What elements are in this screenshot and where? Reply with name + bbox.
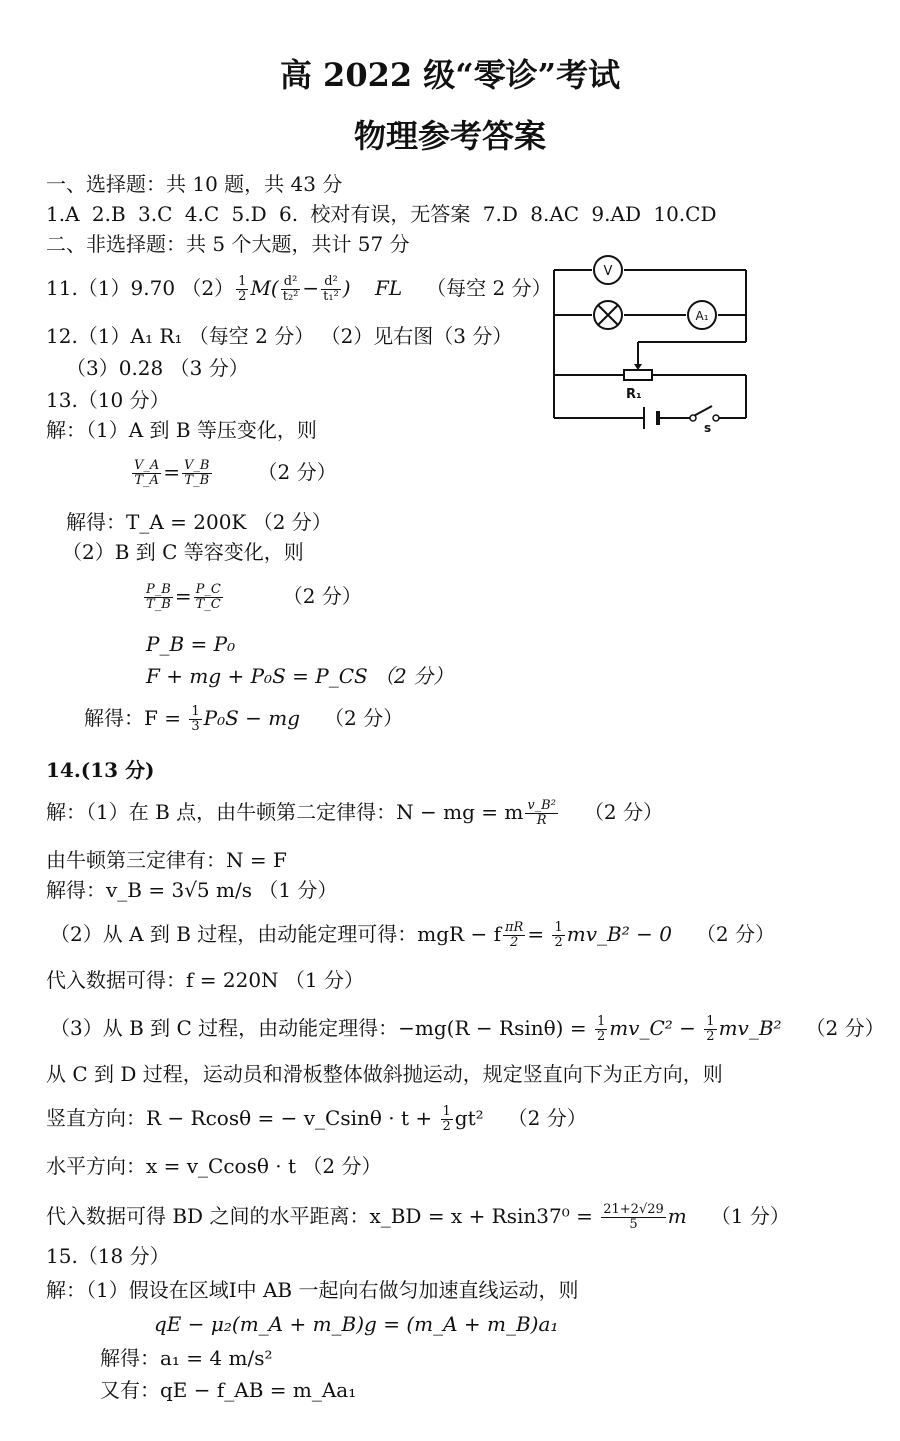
- q15-line3: 解得：a₁ = 4 m/s²: [100, 1346, 273, 1370]
- q14-line7: 从 C 到 D 过程，运动员和滑板整体做斜抛运动，规定竖直向下为正方向，则: [46, 1062, 723, 1086]
- q14-line3: 解得：v_B = 3√5 m/s （1 分）: [46, 878, 338, 902]
- rheostat-label: R₁: [626, 387, 642, 402]
- q14-line8: 竖直方向：R − Rcosθ = − v_Csinθ · t + $\frac{1}{2}$ gt² （2 分）: [46, 1104, 587, 1134]
- q13-line3: （2）B 到 C 等容变化，则: [62, 540, 304, 564]
- q13-line2: 解得：T_A = 200K （2 分）: [66, 510, 332, 534]
- circuit-diagram: [548, 252, 760, 432]
- q14-heading: 14.(13 分): [46, 758, 155, 782]
- q13-heading: 13.（10 分）: [46, 388, 170, 412]
- q14-line4: （2）从 A 到 B 过程，由动能定理可得：mgR − f $\frac{\pi R}{2}$ = $\frac{1}{2}$ mv_B² − 0 （2 分）: [50, 920, 776, 950]
- page-title: 高 2022 级“零诊”考试: [279, 56, 621, 94]
- rheostat-icon: [624, 370, 652, 380]
- q15-line4: 又有：qE − f_AB = m_Aa₁: [100, 1378, 357, 1402]
- q13-line6: 解得：F = $\frac{1}{3}$ P₀S − mg （2 分）: [84, 704, 404, 734]
- q12-line2: （3）0.28 （3 分）: [66, 356, 249, 380]
- q13-line1: 解：（1）A 到 B 等压变化，则: [46, 418, 317, 442]
- q14-line10: 代入数据可得 BD 之间的水平距离：x_BD = x + Rsin37⁰ = $\frac{21+2√29}{5}$ m （1 分）: [46, 1202, 790, 1232]
- q13-line5: F + mg + P₀S = P_CS （2 分）: [146, 664, 454, 688]
- choice-answers: 1.A 2.B 3.C 4.C 5.D 6. 校对有误，无答案 7.D 8.AC 9.AD 10.CD: [46, 202, 717, 226]
- q15-line1: 解：（1）假设在区域Ⅰ中 AB 一起向右做匀加速直线运动，则: [46, 1278, 579, 1302]
- switch-label: s: [704, 421, 712, 432]
- q14-line1: 解：（1）在 B 点，由牛顿第二定律得：N − mg = m $\frac{\text{v\_B²}}{R}$ （2 分）: [46, 798, 664, 828]
- q14-line5: 代入数据可得：f = 220N （1 分）: [46, 968, 364, 992]
- q13-line4: P_B = P₀: [146, 632, 236, 656]
- q13-eq1: $\frac{V\_A}{T\_A}$ = $\frac{V\_B}{T\_B}$ （2 分）: [134, 458, 337, 488]
- ammeter-label: A₁: [695, 309, 709, 323]
- section-choice-heading: 一、选择题：共 10 题，共 43 分: [46, 172, 343, 196]
- page-subtitle: 物理参考答案: [353, 117, 546, 155]
- q11-answer: 11.（1）9.70 （2） $\frac{1}{2}$ M( $\frac{\text{d²}}{\text{t₂²}}$ − $\frac{\text{d²}}{\text{t₁²}}$ ) FL （每空 2 分）: [46, 274, 552, 304]
- q12-line1: 12.（1）A₁ R₁ （每空 2 分） （2）见右图（3 分）: [46, 324, 513, 348]
- q14-line9: 水平方向：x = v_Ccosθ · t （2 分）: [46, 1154, 382, 1178]
- voltmeter-label: V: [603, 264, 613, 279]
- q15-heading: 15.（18 分）: [46, 1244, 170, 1268]
- q14-line2: 由牛顿第三定律有：N = F: [46, 848, 287, 872]
- section-nonchoice-heading: 二、非选择题：共 5 个大题，共计 57 分: [46, 232, 410, 256]
- q15-line2: qE − μ₂(m_A + m_B)g = (m_A + m_B)a₁: [154, 1312, 559, 1336]
- q14-line6: （3）从 B 到 C 过程，由动能定理得：−mg(R − Rsinθ) = $\frac{1}{2}$ mv_C² − $\frac{1}{2}$ mv_B² （2 分）: [50, 1014, 885, 1044]
- q13-eq2: $\frac{P\_B}{T\_B}$ = $\frac{P\_C}{T\_C}$ （2 分）: [146, 582, 362, 612]
